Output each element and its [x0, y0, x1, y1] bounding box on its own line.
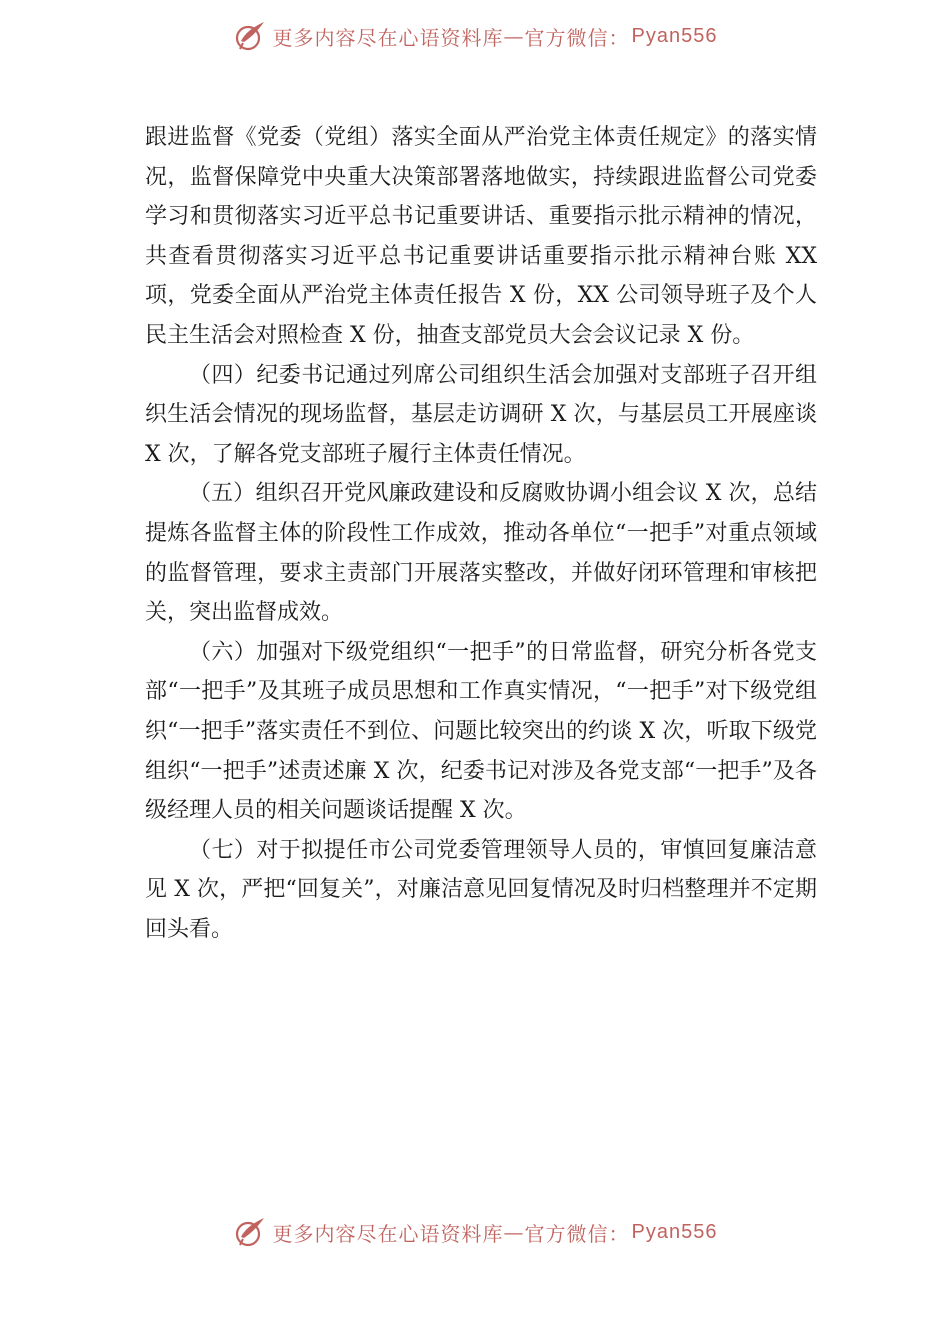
contact-id: Pyan556	[631, 24, 718, 47]
contact-label: 官方微信：	[524, 1221, 630, 1246]
document-body	[145, 118, 817, 949]
header-banner	[0, 16, 950, 56]
contact-id: Pyan556	[631, 1220, 718, 1243]
paragraph-5: （五）组织召开党风廉政建设和反腐败协调小组会议 X 次，总结提炼各监督主体的阶段性工作成效，推动各单位“一把手”对重点领域的监督管理，要求主责部门开展落实整改，并做好闭环管理和审核把关，突出监督成效。	[145, 481, 817, 626]
paragraph-7: （七）对于拟提任市公司党委管理领导人员的，审慎回复廉洁意见 X 次，严把“回复关”，对廉洁意见回复情况及时归档整理并不定期回头看。	[145, 837, 817, 942]
footer-banner	[0, 1212, 950, 1252]
contact-label: 官方微信：	[524, 25, 630, 50]
site-name: 更多内容尽在心语资料库	[272, 25, 504, 50]
quill-pen-logo-icon	[233, 19, 267, 53]
banner-separator: —	[503, 24, 525, 48]
banner-separator: —	[503, 1220, 525, 1244]
paragraph-6: （六）加强对下级党组织“一把手”的日常监督，研究分析各党支部“一把手”及其班子成员思想和工作真实情况，“一把手”对下级党组织“一把手”落实责任不到位、问题比较突出的约谈 X 次，听取下级党组织“一把手”述责述廉 X 次，纪委书记对涉及各党支部“一把手”及各级经理人员的相关问题谈话提醒 X 次。	[145, 639, 817, 824]
paragraph-4: （四）纪委书记通过列席公司组织生活会加强对支部班子召开组织生活会情况的现场监督，基层走访调研 X 次，与基层员工开展座谈 X 次，了解各党支部班子履行主体责任情况。	[145, 362, 817, 467]
paragraph-continuation: 跟进监督《党委（党组）落实全面从严治党主体责任规定》的落实情况，监督保障党中央重大决策部署落地做实，持续跟进监督公司党委学习和贯彻落实习近平总书记重要讲话、重要指示批示精神的情况，共查看贯彻落实习近平总书记重要讲话重要指示批示精神台账 XX 项，党委全面从严治党主体责任报告 X 份，XX 公司领导班子及个人民主生活会对照检查 X 份，抽查支部党员大会会议记录 X 份。	[145, 125, 817, 348]
site-name: 更多内容尽在心语资料库	[272, 1221, 504, 1246]
quill-pen-logo-icon	[233, 1215, 267, 1249]
